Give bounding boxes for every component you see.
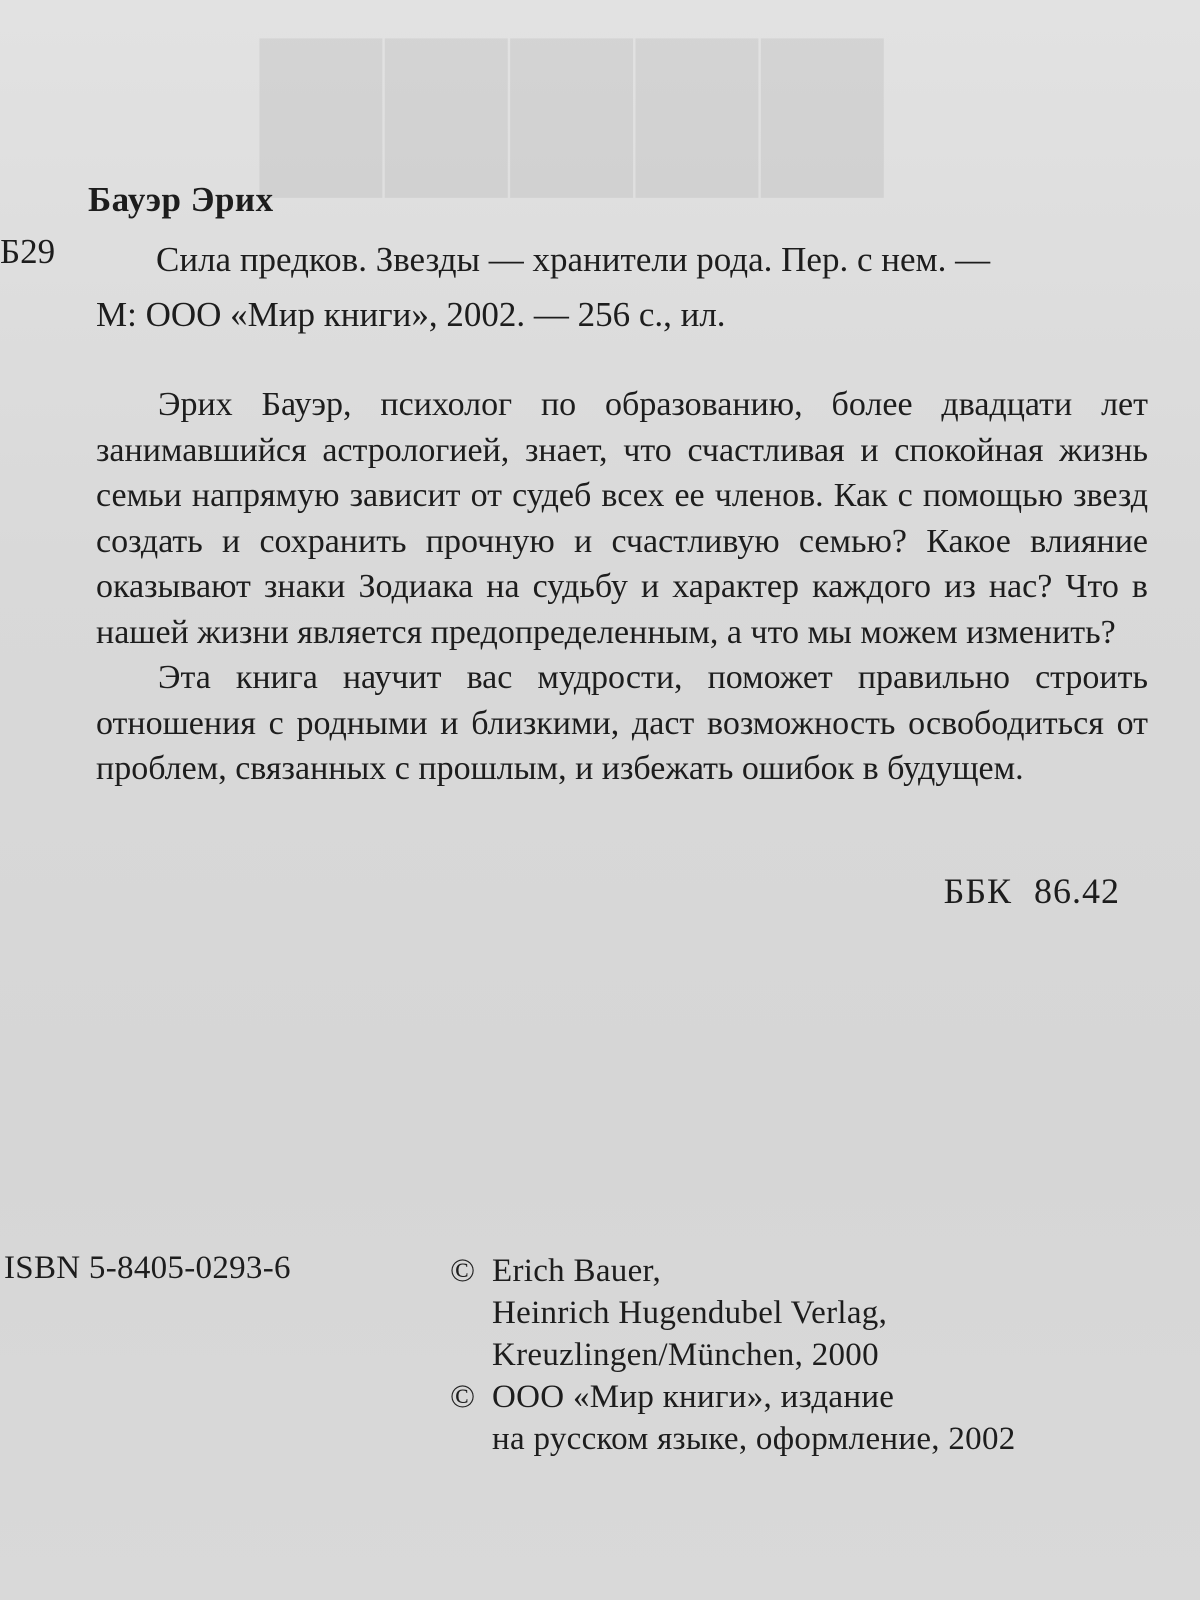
copyright-line: Kreuzlingen/München, 2000 bbox=[492, 1337, 879, 1373]
abstract-paragraph: Эта книга научит вас мудрости, поможет правильно строить отношения с родными и близкими, даст возможность освободиться от проблем, связанных с прошлым, и избежать ошибок в будущем. bbox=[96, 659, 1148, 787]
show-through-texture: ▇▇▇▇▇ bbox=[253, 25, 880, 191]
copyright-line: ООО «Мир книги», издание bbox=[492, 1379, 895, 1415]
abstract-paragraph: Эрих Бауэр, психолог по образованию, более двадцати лет занимавшийся астрологией, знает, что счастливая и спокойная жизнь семьи напрямую зависит от судеб всех ее членов. Как с помощью звезд создать и сохранить прочную и счастливую семью? Какое влияние оказывают знаки Зодиака на судьбу и характер каждого из нас? Что в нашей жизни является предопределенным, а что мы можем изменить? bbox=[96, 386, 1148, 651]
copyright-icon: © bbox=[450, 1253, 476, 1289]
copyright-notice bbox=[450, 1250, 1170, 1460]
copyright-translation bbox=[450, 1376, 1170, 1460]
bbk-value: 86.42 bbox=[1034, 871, 1120, 911]
bbk-classification bbox=[944, 870, 1120, 912]
bib-publisher-line: М: ООО «Мир книги», 2002. — 256 с., ил. bbox=[96, 295, 726, 334]
author-name: Бауэр Эрих bbox=[88, 180, 274, 219]
copyright-line: на русском языке, оформление, 2002 bbox=[492, 1421, 1016, 1457]
copyright-icon: © bbox=[450, 1379, 476, 1415]
isbn-number: ISBN 5-8405-0293-6 bbox=[4, 1250, 291, 1286]
copyright-original bbox=[450, 1250, 1170, 1376]
copyright-line: Erich Bauer, bbox=[492, 1253, 662, 1289]
bibliographic-record bbox=[96, 232, 1146, 342]
bbk-label: ББК bbox=[943, 871, 1012, 911]
copyright-line: Heinrich Hugendubel Verlag, bbox=[492, 1295, 888, 1331]
library-class-code: Б29 bbox=[0, 232, 56, 271]
book-abstract bbox=[96, 382, 1148, 792]
bib-title-line: Сила предков. Звезды — хранители рода. Пер. с нем. — bbox=[156, 240, 991, 279]
